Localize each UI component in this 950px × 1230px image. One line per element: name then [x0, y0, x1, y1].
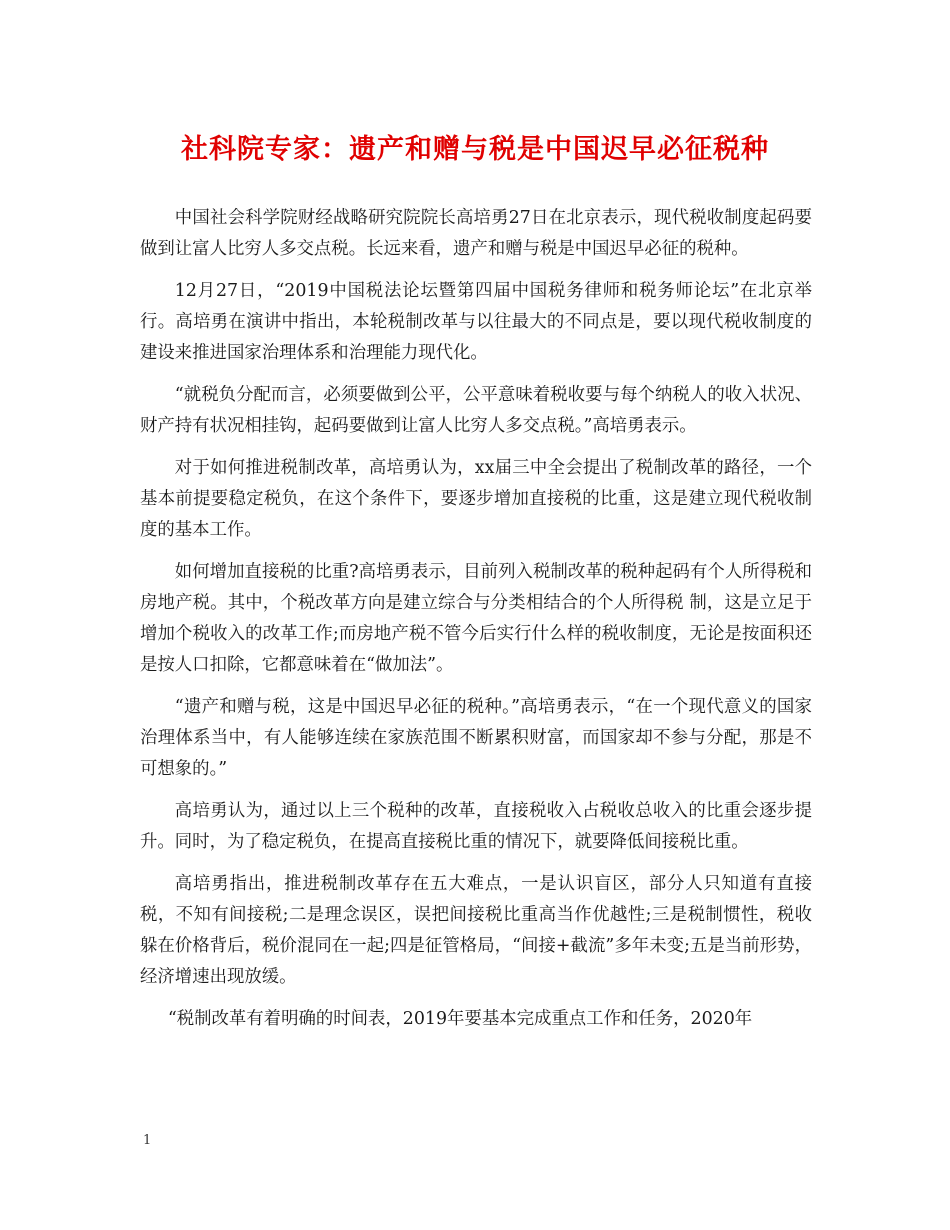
paragraph-2: 12月27日，“2019中国税法论坛暨第四届中国税务律师和税务师论坛”在北京举行。高培勇在演讲中指出，本轮税制改革与以往最大的不同点是，要以现代税收制度的建设来推进国家治理体系和治理能力现代化。: [140, 281, 812, 363]
paragraph-5: 如何增加直接税的比重?高培勇表示，目前列入税制改革的税种起码有个人所得税和房地产税。其中，个税改革方向是建立综合与分类相结合的个人所得税 制，这是立足于增加个税收入的改革工作;而房地产税不管今后实行什么样的税收制度，无论是按面积还是按人口扣除，它都意味着在“做加法”。: [140, 562, 812, 675]
page-title: 社科院专家：遗产和赠与税是中国迟早必征税种: [181, 134, 769, 165]
paragraph-8: 高培勇指出，推进税制改革存在五大难点，一是认识盲区，部分人只知道有直接税，不知有间接税;二是理念误区，误把间接税比重高当作优越性;三是税制惯性，税收躲在价格背后，税价混同在一起;四是征管格局，“间接+截流”多年未变;五是当前形势，经济增速出现放缓。: [140, 874, 812, 987]
article-body: [140, 203, 812, 1046]
page-number: 1: [143, 1133, 152, 1148]
paragraph-3: “就税负分配而言，必须要做到公平，公平意味着税收要与每个纳税人的收入状况、财产持有状况相挂钩，起码要做到让富人比穷人多交点税。”高培勇表示。: [140, 385, 812, 436]
paragraph-6: “遗产和赠与税，这是中国迟早必征的税种。”高培勇表示，“在一个现代意义的国家治理体系当中，有人能够连续在家族范围不断累积财富，而国家却不参与分配，那是不可想象的。”: [140, 697, 812, 779]
paragraph-7: 高培勇认为，通过以上三个税种的改革，直接税收入占税收总收入的比重会逐步提升。同时，为了稳定税负，在提高直接税比重的情况下，就要降低间接税比重。: [140, 801, 812, 852]
paragraph-9: “税制改革有着明确的时间表，2019年要基本完成重点工作和任务，2020年: [167, 1009, 753, 1029]
paragraph-4: 对于如何推进税制改革，高培勇认为，xx届三中全会提出了税制改革的路径，一个基本前提要稳定税负，在这个条件下，要逐步增加直接税的比重，这是建立现代税收制度的基本工作。: [140, 458, 812, 540]
paragraph-1: 中国社会科学院财经战略研究院院长高培勇27日在北京表示，现代税收制度起码要做到让富人比穷人多交点税。长远来看，遗产和赠与税是中国迟早必征的税种。: [140, 208, 812, 259]
